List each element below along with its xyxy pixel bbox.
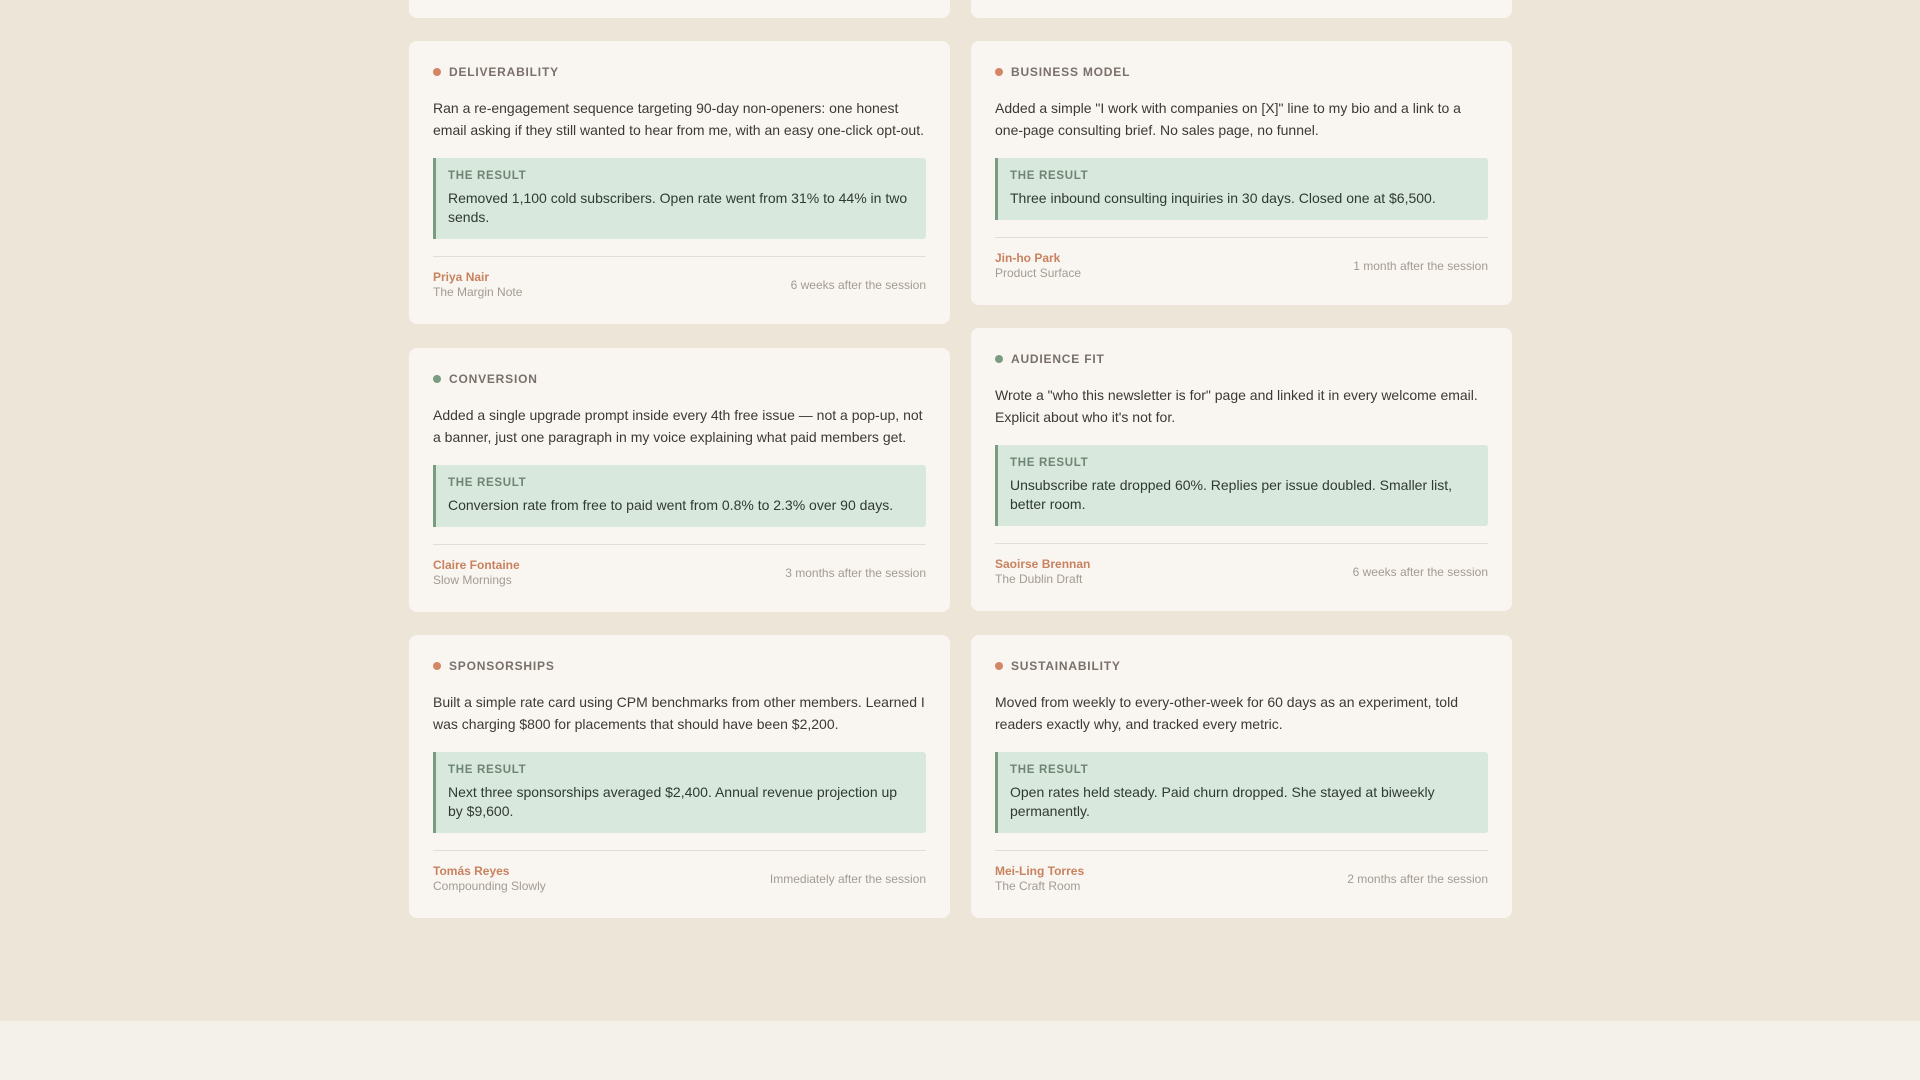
author-name: Jin-ho Park — [995, 251, 1061, 265]
publication-name: Compounding Slowly — [433, 879, 546, 893]
divider — [433, 850, 926, 851]
page-footer — [0, 1021, 1920, 1080]
category-dot-icon — [995, 662, 1003, 670]
category-tag — [995, 65, 1488, 79]
divider — [995, 543, 1488, 544]
result-text: Unsubscribe rate dropped 60%. Replies per issue doubled. Smaller list, better room. — [1010, 477, 1453, 512]
result-text: Removed 1,100 cold subscribers. Open rate went from 31% to 44% in two sends. — [448, 190, 908, 225]
timing-label: Immediately after the session — [769, 872, 926, 886]
category-dot-icon — [433, 375, 441, 383]
card-footer — [433, 864, 926, 894]
result-box — [995, 445, 1488, 526]
story-card — [971, 328, 1512, 611]
timing-label: 6 weeks after the session — [790, 278, 926, 292]
category-label: SPONSORSHIPS — [449, 659, 555, 673]
story-description: Added a single upgrade prompt inside every 4th free issue — not a pop-up, not a banner, just one paragraph in my voice explaining what paid members get. — [433, 407, 923, 445]
result-label: THE RESULT — [1010, 764, 1089, 776]
category-label: CONVERSION — [449, 372, 538, 386]
previous-card-bottom — [971, 0, 1512, 18]
card-footer — [995, 864, 1488, 894]
category-label: DELIVERABILITY — [449, 65, 559, 79]
publication-name: The Margin Note — [433, 285, 523, 299]
author-name: Tomás Reyes — [433, 864, 510, 878]
result-text: Three inbound consulting inquiries in 30 days. Closed one at $6,500. — [1010, 190, 1436, 206]
result-box — [433, 158, 926, 239]
divider — [995, 237, 1488, 238]
result-label: THE RESULT — [1010, 170, 1089, 182]
result-box — [433, 752, 926, 833]
publication-name: The Craft Room — [995, 879, 1081, 893]
result-box — [995, 158, 1488, 220]
publication-name: Slow Mornings — [433, 573, 512, 587]
story-description: Ran a re-engagement sequence targeting 90-day non-openers: one honest email asking if they still wanted to hear from me, with an easy one-click opt-out. — [433, 100, 924, 138]
story-description: Moved from weekly to every-other-week for 60 days as an experiment, told readers exactly why, and tracked every metric. — [995, 694, 1458, 732]
result-label: THE RESULT — [1010, 457, 1089, 469]
story-description: Added a simple "I work with companies on [X]" line to my bio and a link to a one-page consulting brief. No sales page, no funnel. — [995, 100, 1461, 138]
category-label: AUDIENCE FIT — [1011, 352, 1105, 366]
story-description: Built a simple rate card using CPM benchmarks from other members. Learned I was charging $800 for placements that should have been $2,200. — [433, 694, 925, 732]
category-tag — [995, 659, 1488, 673]
author-name: Priya Nair — [433, 270, 490, 284]
divider — [995, 850, 1488, 851]
timing-label: 3 months after the session — [785, 566, 926, 580]
result-box — [995, 752, 1488, 833]
category-tag — [433, 65, 926, 79]
result-text: Conversion rate from free to paid went from 0.8% to 2.3% over 90 days. — [448, 497, 894, 513]
story-card — [971, 635, 1512, 918]
card-footer — [433, 558, 926, 588]
category-dot-icon — [995, 68, 1003, 76]
result-label: THE RESULT — [448, 170, 527, 182]
category-label: SUSTAINABILITY — [1011, 659, 1121, 673]
category-label: BUSINESS MODEL — [1011, 65, 1131, 79]
publication-name: The Dublin Draft — [995, 572, 1083, 586]
story-card — [409, 635, 950, 918]
card-footer — [995, 251, 1488, 281]
story-description: Wrote a "who this newsletter is for" page and linked it in every welcome email. Explicit about who it's not for. — [995, 387, 1478, 425]
author-name: Mei-Ling Torres — [995, 864, 1085, 878]
result-label: THE RESULT — [448, 764, 527, 776]
publication-name: Product Surface — [995, 266, 1082, 280]
author-name: Saoirse Brennan — [995, 557, 1091, 571]
previous-card-bottom — [409, 0, 950, 18]
result-text: Next three sponsorships averaged $2,400. Annual revenue projection up by $9,600. — [448, 784, 898, 819]
story-card — [971, 41, 1512, 305]
timing-label: 6 weeks after the session — [1352, 565, 1488, 579]
category-tag — [433, 372, 926, 386]
card-footer — [995, 557, 1488, 587]
category-dot-icon — [433, 68, 441, 76]
author-name: Claire Fontaine — [433, 558, 520, 572]
result-label: THE RESULT — [448, 477, 527, 489]
card-footer — [433, 270, 926, 300]
divider — [433, 256, 926, 257]
story-card — [409, 348, 950, 612]
divider — [433, 544, 926, 545]
timing-label: 2 months after the session — [1347, 872, 1488, 886]
result-box — [433, 465, 926, 527]
category-dot-icon — [995, 355, 1003, 363]
result-text: Open rates held steady. Paid churn dropped. She stayed at biweekly permanently. — [1010, 784, 1435, 819]
category-tag — [995, 352, 1488, 366]
category-tag — [433, 659, 926, 673]
story-card — [409, 41, 950, 324]
timing-label: 1 month after the session — [1353, 259, 1488, 273]
category-dot-icon — [433, 662, 441, 670]
